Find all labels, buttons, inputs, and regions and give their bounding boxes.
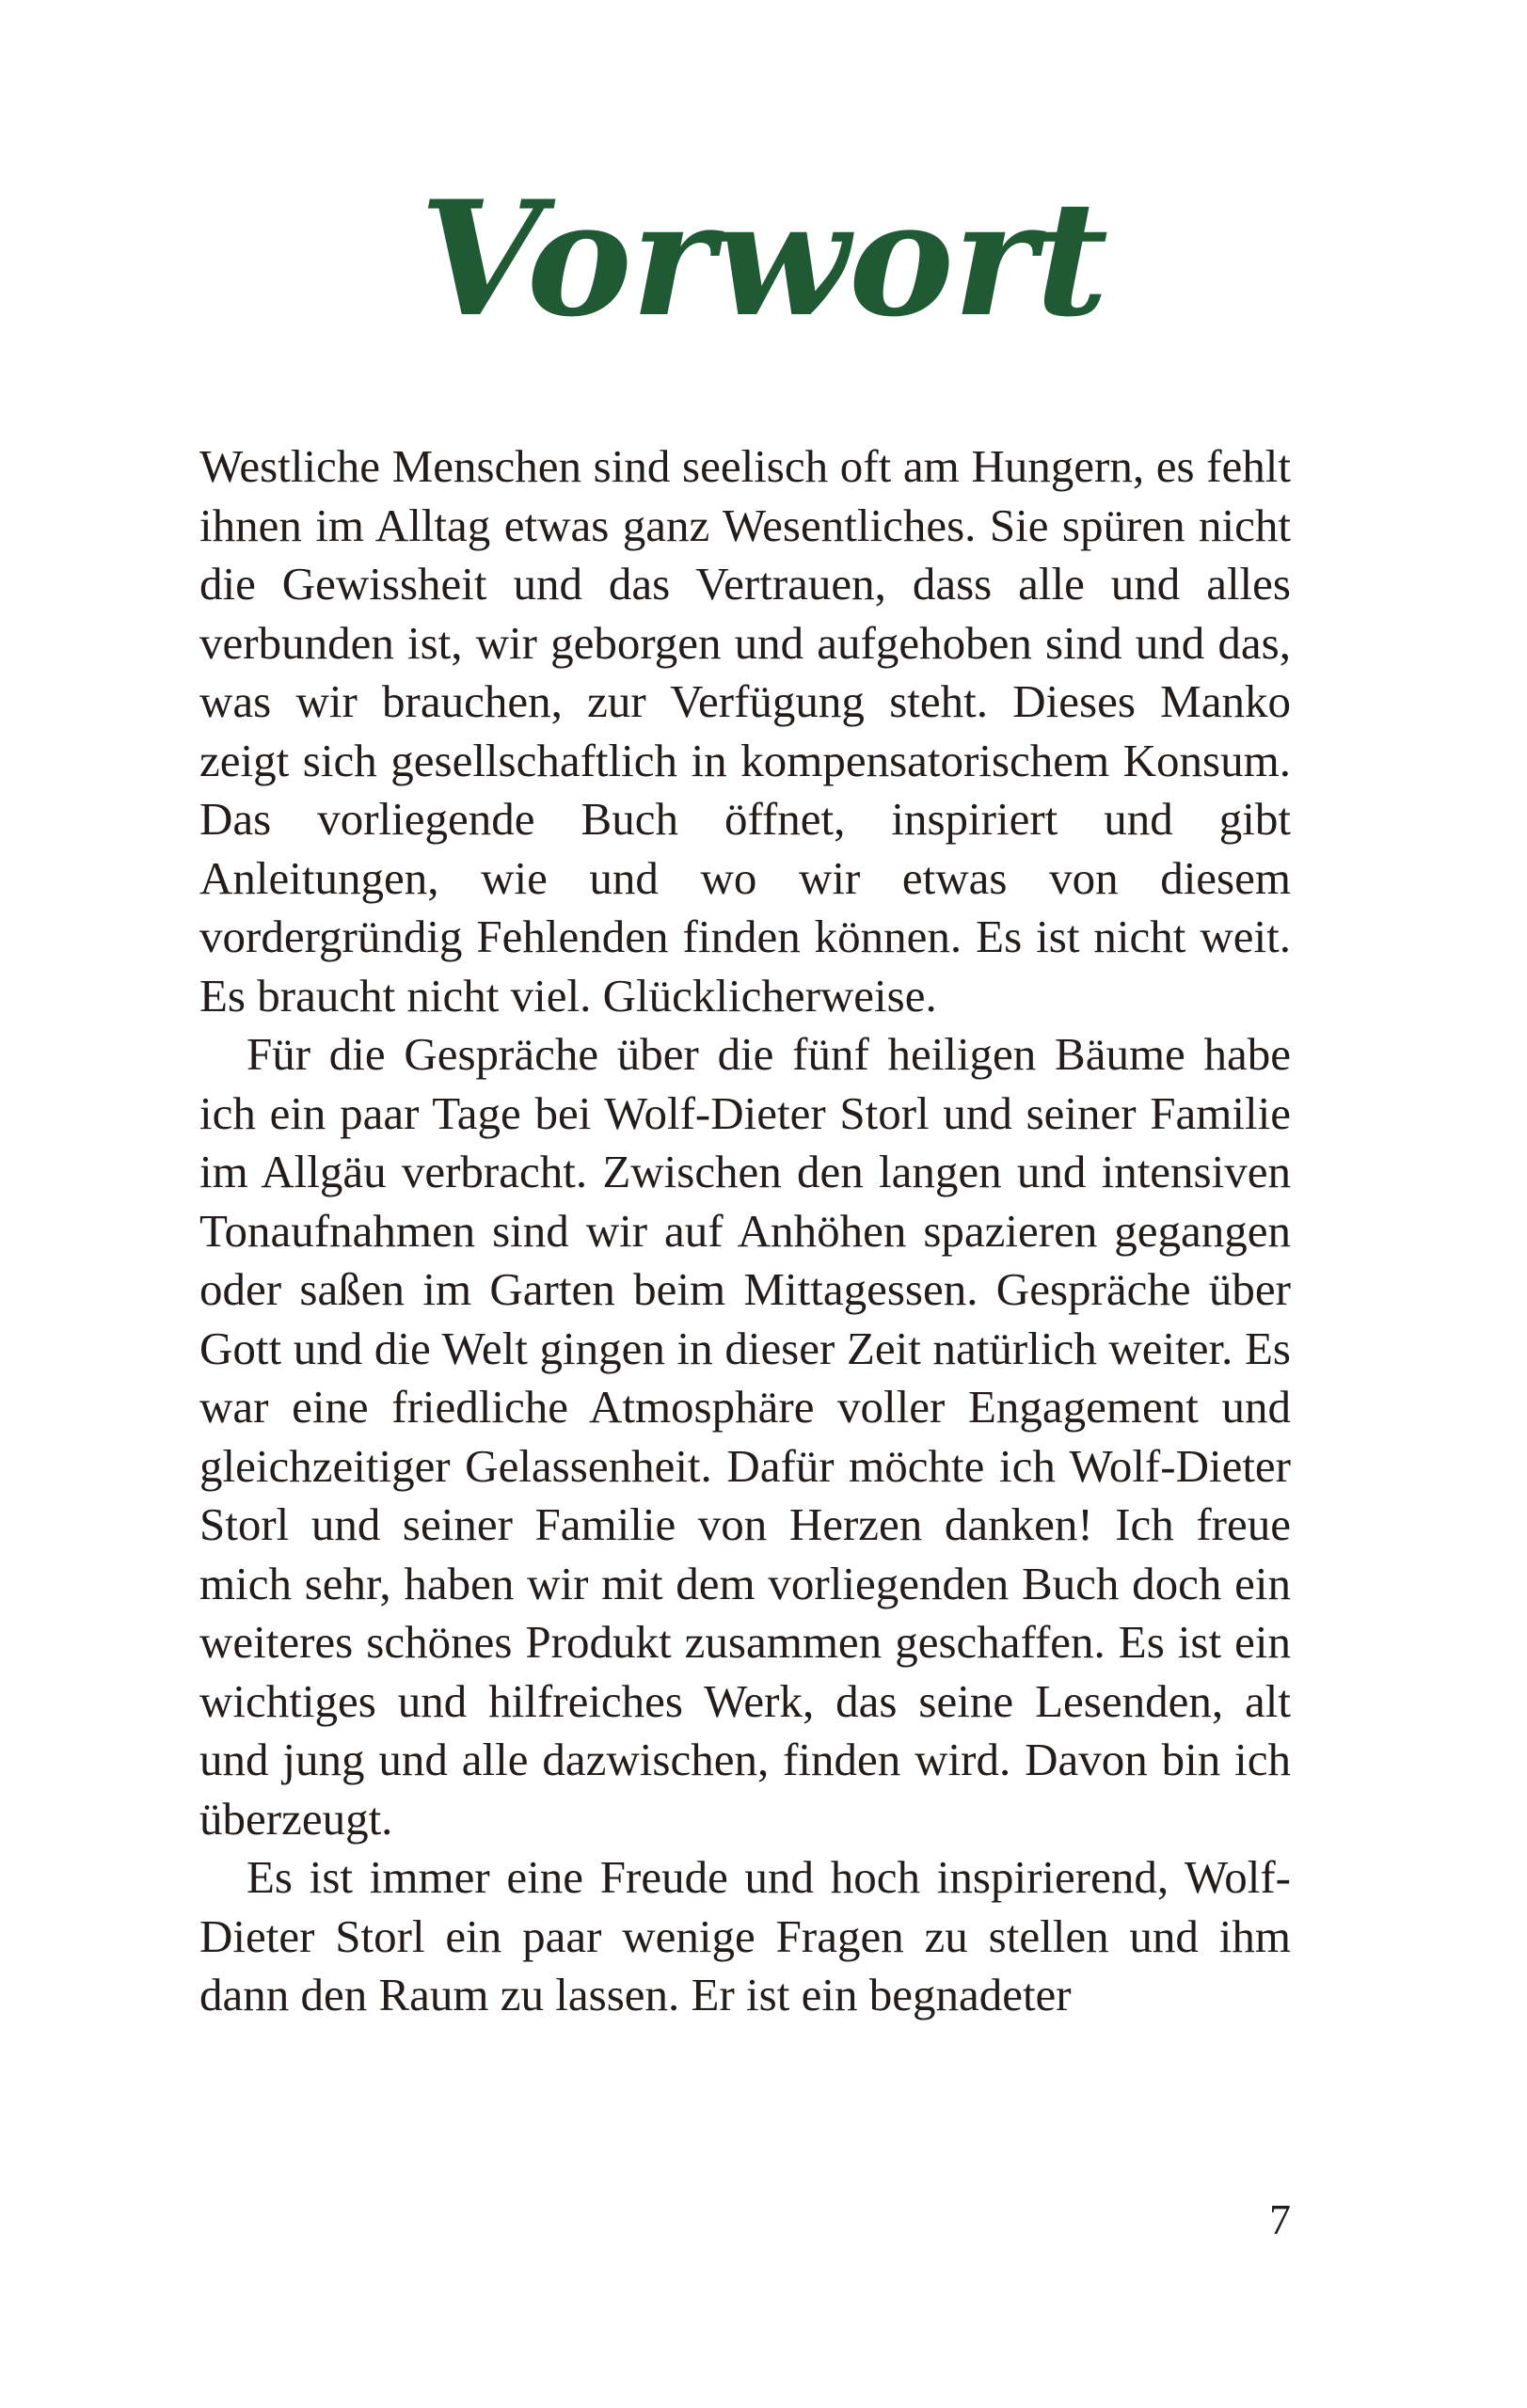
- paragraph-2: Für die Gespräche über die fünf heiligen Bäume habe ich ein paar Tage bei Wolf-Dieter Storl und seiner Familie im Allgäu verbracht. Zwischen den langen und intensiven Tonaufnahmen sind wir auf Anhöhen spazieren gegangen oder saßen im Garten beim Mittagessen. Gespräche über Gott und die Welt gingen in dieser Zeit natürlich weiter. Es war eine friedliche Atmosphäre voller Engagement und gleichzeitiger Gelassenheit. Dafür möchte ich Wolf-Dieter Storl und seiner Familie von Herzen danken! Ich freue mich sehr, haben wir mit dem vorliegenden Buch doch ein weiteres schönes Produkt zusammen geschaffen. Es ist ein wichtiges und hilfreiches Werk, das seine Lesenden, alt und jung und alle dazwischen, finden wird. Davon bin ich überzeugt.: [199, 1028, 1291, 1845]
- paragraph-1: Westliche Menschen sind seelisch oft am Hungern, es fehlt ihnen im Alltag etwas ganz Wesentliches. Sie spüren nicht die Gewissheit und das Vertrauen, dass alle und alles verbunden ist, wir geborgen und aufgehoben sind und das, was wir brauchen, zur Verfügung steht. Dieses Manko zeigt sich gesellschaftlich in kompensatorischem Konsum. Das vorliegende Buch öffnet, inspiriert und gibt Anleitungen, wie und wo wir etwas von diesem vordergründig Fehlenden finden können. Es ist nicht weit. Es braucht nicht viel. Glücklicherweise.: [199, 440, 1291, 1022]
- page-number: 7: [1269, 2195, 1291, 2243]
- paragraph-3: Es ist immer eine Freude und hoch inspirierend, Wolf-Dieter Storl ein paar wenige Fragen zu stellen und ihm dann den Raum zu lassen. Er ist ein begnadeter: [199, 1851, 1291, 2020]
- body-text: [199, 437, 1291, 2025]
- chapter-title: Vorwort: [419, 166, 1108, 352]
